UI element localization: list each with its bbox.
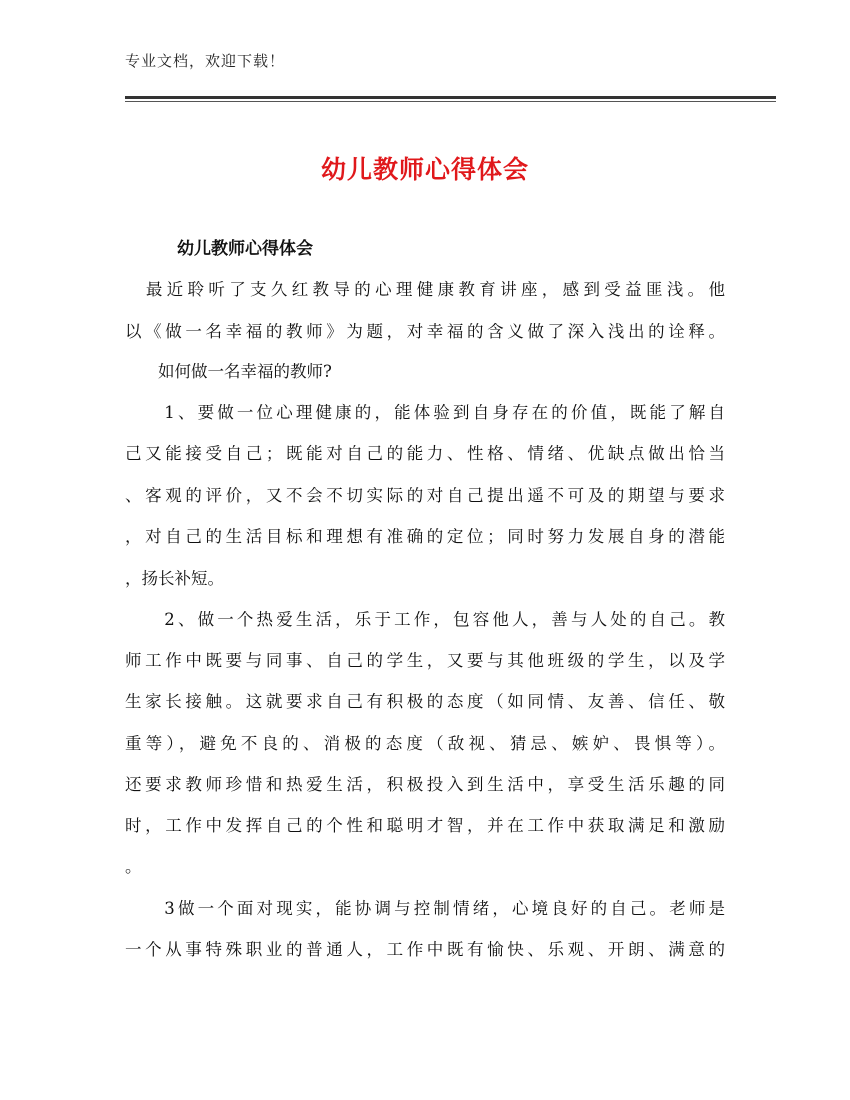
header-text: 专业文档，欢迎下载！ xyxy=(125,52,286,70)
body-line: 重等），避免不良的、消极的态度（敌视、猜忌、嫉妒、畏惧等）。 xyxy=(125,734,725,753)
body-line: 师工作中既要与同事、自己的学生，又要与其他班级的学生，以及学 xyxy=(125,651,725,670)
body-line: 3做一个面对现实，能协调与控制情绪，心境良好的自己。老师是 xyxy=(125,899,725,918)
body-line: 2、做一个热爱生活，乐于工作，包容他人，善与人处的自己。教 xyxy=(125,610,725,629)
body-line: 一个从事特殊职业的普通人，工作中既有愉快、乐观、开朗、满意的 xyxy=(125,940,725,959)
body-line: 时，工作中发挥自己的个性和聪明才智，并在工作中获取满足和激励 xyxy=(125,816,725,835)
body-line: 、客观的评价，又不会不切实际的对自己提出遥不可及的期望与要求 xyxy=(125,486,725,505)
body-line: 最近聆听了支久红教导的心理健康教育讲座，感到受益匪浅。他 xyxy=(125,280,725,299)
body-line: 还要求教师珍惜和热爱生活，积极投入到生活中，享受生活乐趣的同 xyxy=(125,775,725,794)
header-rule-thick xyxy=(125,96,776,99)
body-line: 己又能接受自己；既能对自己的能力、性格、情绪、优缺点做出恰当 xyxy=(125,444,725,463)
document-title: 幼儿教师心得体会 xyxy=(320,155,529,184)
body-line: ，对自己的生活目标和理想有准确的定位；同时努力发展自身的潜能 xyxy=(125,527,725,546)
body-line: 如何做一名幸福的教师? xyxy=(125,362,332,381)
document-subtitle: 幼儿教师心得体会 xyxy=(177,239,313,259)
body-line: 1、要做一位心理健康的，能体验到自身存在的价值，既能了解自 xyxy=(125,403,725,422)
header-rule-thin xyxy=(125,101,776,102)
body-line: 。 xyxy=(125,857,142,876)
body-line: ，扬长补短。 xyxy=(125,569,224,588)
body-line: 生家长接触。这就要求自己有积极的态度（如同情、友善、信任、敬 xyxy=(125,692,725,711)
body-line: 以《做一名幸福的教师》为题，对幸福的含义做了深入浅出的诠释。 xyxy=(125,322,725,341)
